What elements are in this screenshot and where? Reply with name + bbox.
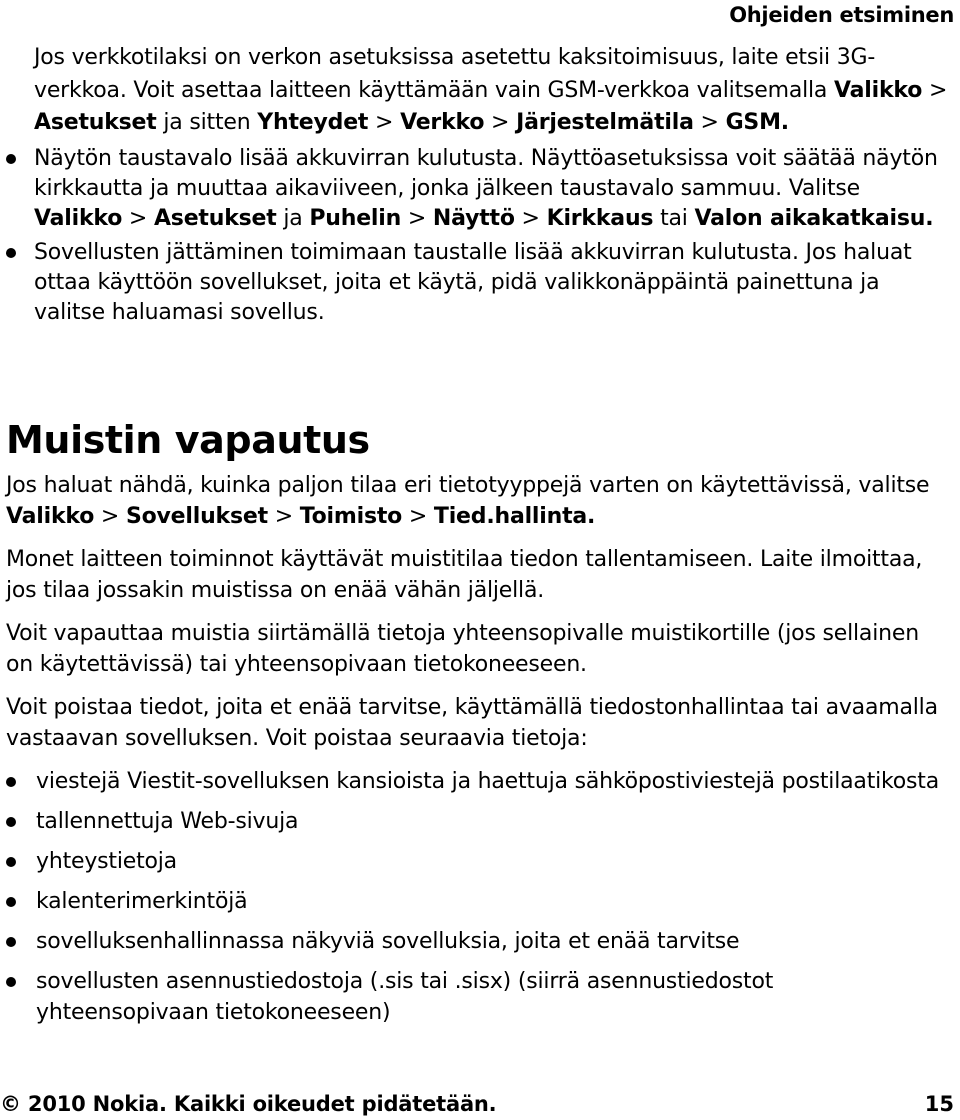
bullet-icon: [6, 897, 16, 907]
path-separator: >: [922, 77, 948, 103]
copyright-footer: © 2010 Nokia. Kaikki oikeudet pidätetään.: [0, 1092, 497, 1116]
list-item-text: yhteystietoja: [36, 849, 177, 874]
deletable-data-list: [6, 766, 948, 1028]
menu-path-item: Asetukset: [34, 110, 157, 135]
path-separator: >: [484, 110, 517, 135]
paragraph: Voit poistaa tiedot, joita et enää tarvitse, käyttämällä tiedostonhallintaa tai avaamalla vastaavan sovelluksen. Voit poistaa seuraavia tietoja:: [6, 695, 938, 751]
path-separator: >: [401, 205, 433, 231]
list-item: [6, 926, 948, 957]
list-item-text: kalenterimerkintöjä: [36, 889, 248, 914]
continued-paragraph: [34, 42, 948, 140]
menu-path-item: Kirkkaus: [546, 205, 654, 231]
menu-path-item: Asetukset: [153, 205, 277, 231]
list-item: [6, 886, 948, 917]
bullet-icon: [6, 937, 16, 947]
paragraph: [6, 470, 948, 532]
path-separator: >: [94, 504, 126, 529]
menu-path-item: Puhelin: [309, 205, 402, 231]
menu-path-item: Yhteydet: [257, 110, 369, 135]
intro-section: [0, 42, 948, 328]
bullet-icon: [6, 977, 16, 987]
list-item: [6, 846, 948, 877]
list-item-text: viestejä Viestit-sovelluksen kansioista ja haettuja sähköpostiviestejä postilaatikosta: [36, 769, 940, 794]
text-run: ja: [276, 205, 310, 231]
menu-path-item: Verkko: [400, 110, 485, 135]
menu-path-item: Tied.hallinta.: [433, 504, 596, 529]
menu-path-item: GSM.: [725, 110, 789, 135]
bullet-icon: [6, 777, 16, 787]
menu-path-item: Valikko: [34, 205, 123, 231]
running-header: Ohjeiden etsiminen: [729, 3, 954, 27]
list-item: [6, 766, 948, 797]
memory-section: [6, 470, 948, 1037]
page-number: 15: [924, 1092, 954, 1116]
path-separator: >: [122, 205, 154, 231]
path-separator: >: [267, 504, 300, 529]
text-run: tai: [653, 205, 695, 231]
text-run: Näytön taustavalo lisää akkuvirran kulutusta. Näyttöasetuksissa voit säätää näytön kirkkautta ja muuttaa aikaviiveen, jonka jälkeen taustavalo sammuu. Valitse: [34, 145, 938, 201]
section-heading: Muistin vapautus: [6, 418, 370, 462]
menu-path-item: Valon aikakatkaisu.: [694, 205, 934, 231]
text-run: Jos verkkotilaksi on verkon asetuksissa asetettu kaksitoimisuus, laite etsii 3G-verkkoa. Voit asettaa laitteen käyttämään vain GSM-verkkoa valitsemalla: [34, 45, 876, 103]
text-run: ja sitten: [156, 110, 258, 135]
menu-path-item: Järjestelmätila: [516, 110, 694, 135]
bullet-icon: [6, 857, 16, 867]
list-item: [6, 966, 948, 1028]
list-item-text: sovellusten asennustiedostoja (.sis tai .sisx) (siirrä asennustiedostot yhteensopivaan tietokoneeseen): [36, 969, 774, 1025]
list-item: [6, 806, 948, 837]
list-item: [0, 144, 948, 234]
text-run: Jos haluat nähdä, kuinka paljon tilaa eri tietotyyppejä varten on käytettävissä, valitse: [6, 473, 930, 498]
path-separator: >: [402, 504, 434, 529]
list-item-text: tallennettuja Web-sivuja: [36, 809, 299, 834]
menu-path-item: Näyttö: [432, 205, 515, 231]
path-separator: >: [693, 110, 726, 135]
tips-list: [0, 144, 948, 328]
paragraph: Voit vapauttaa muistia siirtämällä tietoja yhteensopivalle muistikortille (jos sellainen on käytettävissä) tai yhteensopivaan tietokoneeseen.: [6, 621, 919, 677]
list-item: [0, 238, 948, 328]
menu-path-item: Sovellukset: [125, 504, 268, 529]
menu-path-item: Valikko: [834, 77, 923, 103]
bullet-icon: [6, 248, 16, 258]
path-separator: >: [514, 205, 547, 231]
paragraph: Monet laitteen toiminnot käyttävät muistitilaa tiedon tallentamiseen. Laite ilmoittaa, jos tilaa jossakin muistissa on enää vähän jäljellä.: [6, 547, 923, 603]
bullet-icon: [6, 154, 16, 164]
text-run: Sovellusten jättäminen toimimaan taustalle lisää akkuvirran kulutusta. Jos haluat ottaa käyttöön sovellukset, joita et käytä, pidä valikkonäppäintä painettuna ja valitse haluamasi sovellus.: [34, 239, 912, 325]
list-item-text: sovelluksenhallinnassa näkyviä sovelluksia, joita et enää tarvitse: [36, 929, 740, 954]
menu-path-item: Toimisto: [299, 504, 403, 529]
menu-path-item: Valikko: [6, 504, 95, 529]
bullet-icon: [6, 817, 16, 827]
path-separator: >: [368, 110, 401, 135]
